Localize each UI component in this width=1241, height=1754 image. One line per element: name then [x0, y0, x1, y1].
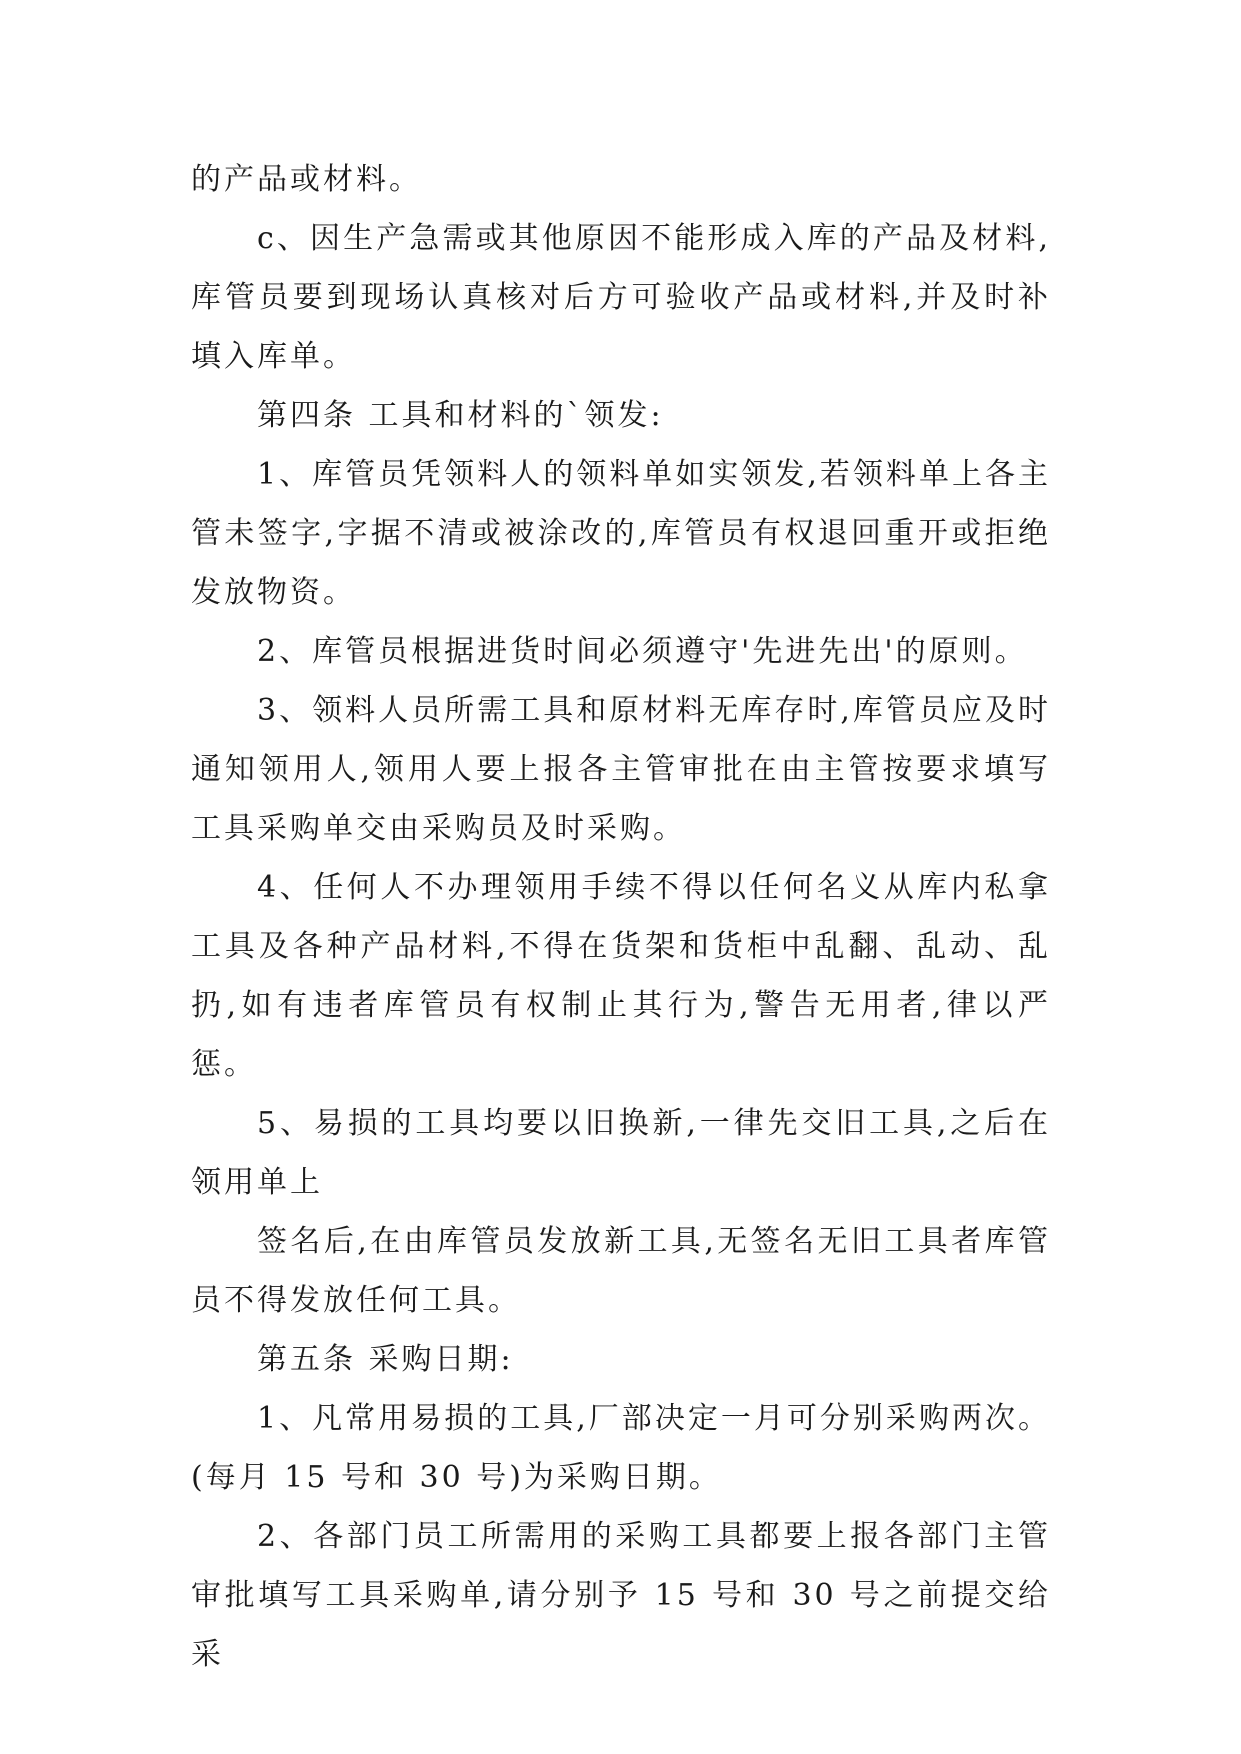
paragraph-item-1: 1、库管员凭领料人的领料单如实领发,若领料单上各主管未签字,字据不清或被涂改的,库管员有权退回重开或拒绝发放物资。	[191, 457, 1051, 610]
paragraph-item-5: 5、易损的工具均要以旧换新,一律先交旧工具,之后在领用单上	[191, 1106, 1051, 1200]
paragraph-purchase-item-2: 2、各部门员工所需用的采购工具都要上报各部门主管审批填写工具采购单,请分别予 15 号和 30 号之前提交给采	[191, 1519, 1051, 1672]
paragraph-purchase-item-1: 1、凡常用易损的工具,厂部决定一月可分别采购两次。(每月 15 号和 30 号)为采购日期。	[191, 1401, 1051, 1495]
paragraph-item-4: 4、任何人不办理领用手续不得以任何名义从库内私拿工具及各种产品材料,不得在货架和货柜中乱翻、乱动、乱扔,如有违者库管员有权制止其行为,警告无用者,律以严惩。	[191, 870, 1051, 1082]
section-heading-article-4: 第四条 工具和材料的`领发:	[257, 398, 664, 433]
document-body	[191, 150, 1051, 1684]
paragraph-item-c: c、因生产急需或其他原因不能形成入库的产品及材料,库管员要到现场认真核对后方可验收产品或材料,并及时补填入库单。	[191, 221, 1051, 374]
paragraph-item-3: 3、领料人员所需工具和原材料无库存时,库管员应及时通知领用人,领用人要上报各主管审批在由主管按要求填写工具采购单交由采购员及时采购。	[191, 693, 1051, 846]
paragraph-item-2: 2、库管员根据进货时间必须遵守'先进先出'的原则。	[257, 634, 1028, 669]
section-heading-article-5: 第五条 采购日期:	[257, 1342, 514, 1377]
paragraph-continuation: 的产品或材料。	[191, 162, 422, 197]
paragraph-item-5-continued: 签名后,在由库管员发放新工具,无签名无旧工具者库管员不得发放任何工具。	[191, 1224, 1051, 1318]
